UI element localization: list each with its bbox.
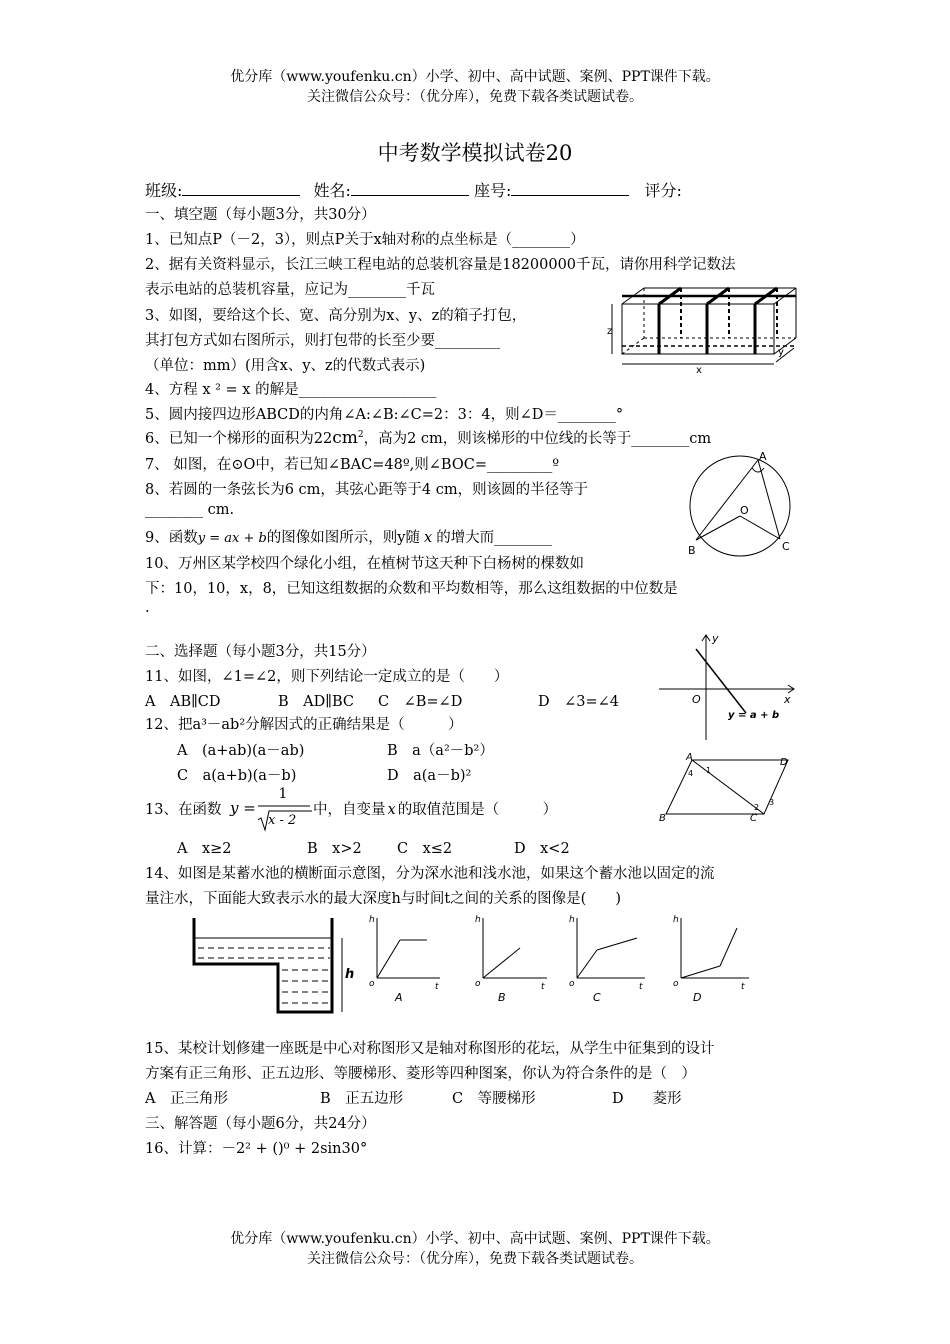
q13-option-a: A x≥2 bbox=[177, 841, 232, 857]
q13-post bbox=[313, 798, 557, 819]
header-line-1: 优分库（www.youfenku.cn）小学、初中、高中试题、案例、PPT课件下载。 bbox=[230, 69, 720, 85]
header-line-2: 关注微信公众号：（优分库），免费下载各类试题试卷。 bbox=[307, 89, 643, 105]
q6-sup: 2 bbox=[357, 430, 364, 441]
line-graph-y-label: y bbox=[712, 632, 719, 645]
graph-d-o: o bbox=[673, 979, 679, 989]
q9 bbox=[145, 526, 552, 547]
graph-a-o: o bbox=[369, 979, 375, 989]
circle-label-o: O bbox=[740, 504, 749, 517]
q9-mid: 的图像如图所示，则y随 bbox=[266, 530, 420, 546]
pool-figure bbox=[190, 912, 365, 1017]
q7: 7、 如图，在⊙O中，若已知∠BAC=48º,则∠BOC=_________º bbox=[145, 457, 560, 473]
graph-c-label: C bbox=[593, 991, 601, 1004]
info-line bbox=[145, 178, 682, 201]
name-label: 姓名: bbox=[313, 181, 351, 200]
graph-b-o: o bbox=[475, 979, 481, 989]
answer-graphs bbox=[365, 912, 755, 1007]
q13-var: x bbox=[387, 802, 396, 818]
q16: 16、计算：－2² + ()⁰ + 2sin30° bbox=[145, 1141, 368, 1157]
pool-label-h: h bbox=[345, 967, 355, 982]
page-title: 中考数学模拟试卷20 bbox=[377, 141, 573, 165]
circle-figure bbox=[682, 446, 802, 566]
q13-denominator: x - 2 bbox=[268, 813, 297, 828]
q9-formula: y = ax + b bbox=[197, 531, 267, 546]
q6-pre: 6、已知一个梯形的面积为22 bbox=[145, 431, 333, 447]
graph-a-h: h bbox=[369, 915, 375, 925]
box-figure bbox=[604, 284, 804, 374]
q11-option-d: D ∠3=∠4 bbox=[538, 694, 620, 710]
q6-unit: cm bbox=[332, 428, 358, 448]
para-label-c: C bbox=[750, 813, 757, 824]
para-label-d: D bbox=[780, 757, 788, 768]
circle-label-a: A bbox=[759, 450, 767, 463]
q3-line1: 3、如图，要给这个长、宽、高分别为x、y、z的箱子打包， bbox=[145, 308, 527, 324]
circle-label-b: B bbox=[688, 544, 696, 557]
para-angle-1: 1 bbox=[706, 766, 712, 775]
q10-line3: . bbox=[145, 600, 150, 616]
q3-line2: 其打包方式如右图所示，则打包带的长至少要_________ bbox=[145, 333, 501, 349]
q6-post: ，高为2 cm，则该梯形的中位线的长等于________cm bbox=[363, 431, 712, 447]
q15-option-a: A 正三角形 bbox=[145, 1091, 228, 1107]
q1: 1、已知点P（－2，3），则点P关于x轴对称的点坐标是（________） bbox=[145, 232, 585, 248]
graph-d-h: h bbox=[673, 915, 679, 925]
q13-option-c: C x≤2 bbox=[397, 841, 453, 857]
para-angle-4: 4 bbox=[688, 769, 694, 778]
q13-y: y = bbox=[230, 799, 256, 817]
q15-option-c: C 等腰梯形 bbox=[452, 1091, 536, 1107]
line-graph-origin: O bbox=[692, 693, 701, 706]
circle-label-c: C bbox=[782, 540, 790, 553]
graph-b bbox=[475, 915, 547, 1004]
name-blank bbox=[351, 181, 469, 196]
box-label-x: x bbox=[696, 365, 702, 376]
graph-b-label: B bbox=[498, 991, 506, 1004]
footer-line-2: 关注微信公众号：（优分库），免费下载各类试题试卷。 bbox=[307, 1251, 643, 1267]
section1-heading: 一、填空题（每小题3分，共30分） bbox=[145, 207, 376, 223]
section2-heading: 二、选择题（每小题3分，共15分） bbox=[145, 644, 376, 660]
para-label-b: B bbox=[659, 813, 666, 824]
q13-numerator: 1 bbox=[278, 786, 288, 802]
q9-var: x bbox=[424, 530, 433, 546]
score-label: 评分: bbox=[644, 181, 682, 200]
q15-line2: 方案有正三角形、正五边形、等腰梯形、菱形等四种图案，你认为符合条件的是（ ） bbox=[145, 1066, 696, 1082]
line-graph-equation: y = a + b bbox=[728, 710, 780, 721]
q15-option-b: B 正五边形 bbox=[320, 1091, 404, 1107]
q11-option-c: C ∠B=∠D bbox=[378, 694, 463, 710]
seat-label: 座号: bbox=[474, 181, 512, 200]
seat-blank bbox=[511, 181, 629, 196]
graph-c bbox=[569, 915, 645, 1004]
graph-b-t: t bbox=[541, 982, 545, 992]
graph-b-h: h bbox=[475, 915, 481, 925]
graph-c-t: t bbox=[639, 982, 643, 992]
q12-option-b: B a（a²－b²） bbox=[387, 743, 494, 759]
q9-pre: 9、函数 bbox=[145, 530, 198, 546]
q13-post-text: 中，自变量 bbox=[313, 802, 386, 818]
q11-option-a: A AB∥CD bbox=[145, 694, 221, 710]
q10-line1: 10、万州区某学校四个绿化小组，在植树节这天种下白杨树的棵数如 bbox=[145, 556, 584, 572]
graph-c-o: o bbox=[569, 979, 575, 989]
line-graph-x-label: x bbox=[784, 693, 791, 706]
q9-post: 的增大而________ bbox=[436, 530, 553, 546]
box-label-z: z bbox=[607, 326, 613, 337]
q13-option-b: B x>2 bbox=[307, 841, 362, 857]
class-blank bbox=[182, 181, 300, 196]
graph-a-t: t bbox=[435, 982, 439, 992]
q3-line3: （单位：mm）(用含x、y、z的代数式表示) bbox=[145, 358, 426, 374]
q2-line2: 表示电站的总装机容量，应记为________千瓦 bbox=[145, 282, 435, 298]
line-graph-figure bbox=[654, 630, 804, 745]
para-label-a: A bbox=[686, 752, 693, 763]
graph-a bbox=[369, 915, 440, 1004]
q8-line1: 8、若圆的一条弦长为6 cm，其弦心距等于4 cm，则该圆的半径等于 bbox=[145, 482, 589, 498]
q14-line1: 14、如图是某蓄水池的横断面示意图，分为深水池和浅水池，如果这个蓄水池以固定的流 bbox=[145, 866, 715, 882]
q12-option-c: C a(a+b)(a－b) bbox=[177, 768, 297, 784]
graph-d-label: D bbox=[693, 991, 702, 1004]
q11-option-b: B AD∥BC bbox=[278, 694, 354, 710]
q6 bbox=[145, 427, 711, 448]
section3-heading: 三、解答题（每小题6分，共24分） bbox=[145, 1116, 376, 1132]
graph-d-t: t bbox=[741, 982, 745, 992]
q11: 11、如图，∠1=∠2，则下列结论一定成立的是（ ） bbox=[145, 669, 509, 685]
q13-pre: 13、在函数 bbox=[145, 802, 222, 818]
graph-c-h: h bbox=[569, 915, 575, 925]
q15-option-d: D 菱形 bbox=[612, 1091, 682, 1107]
q13-post2: 的取值范围是（ ） bbox=[397, 802, 558, 818]
q10-line2: 下：10，10，x，8，已知这组数据的众数和平均数相等，那么这组数据的中位数是 bbox=[145, 581, 678, 597]
q5: 5、圆内接四边形ABCD的内角∠A:∠B:∠C=2：3：4，则∠D＝________° bbox=[145, 407, 624, 423]
q4: 4、方程 x ² = x 的解是___________________ bbox=[145, 382, 437, 398]
graph-a-label: A bbox=[395, 991, 403, 1004]
box-label-y: y bbox=[778, 347, 784, 358]
parallelogram-figure bbox=[656, 752, 796, 822]
q12: 12、把a³－ab²分解因式的正确结果是（ ） bbox=[145, 717, 463, 733]
q12-option-a: A (a+ab)(a－ab) bbox=[177, 743, 305, 759]
para-angle-3: 3 bbox=[769, 798, 775, 807]
q2-line1: 2、据有关资料显示，长江三峡工程电站的总装机容量是18200000千瓦，请你用科学记数法 bbox=[145, 257, 736, 273]
graph-d bbox=[673, 915, 749, 1004]
q13-option-d: D x<2 bbox=[514, 841, 570, 857]
q15-line1: 15、某校计划修建一座既是中心对称图形又是轴对称图形的花坛，从学生中征集到的设计 bbox=[145, 1041, 715, 1057]
q14-line2: 量注水，下面能大致表示水的最大深度h与时间t之间的关系的图像是( ) bbox=[145, 891, 621, 907]
q12-option-d: D a(a－b)² bbox=[387, 768, 472, 784]
footer-line-1: 优分库（www.youfenku.cn）小学、初中、高中试题、案例、PPT课件下载。 bbox=[230, 1231, 720, 1247]
q8-line2: ________ cm. bbox=[145, 502, 235, 518]
para-angle-2: 2 bbox=[754, 803, 760, 812]
class-label: 班级: bbox=[145, 181, 183, 200]
